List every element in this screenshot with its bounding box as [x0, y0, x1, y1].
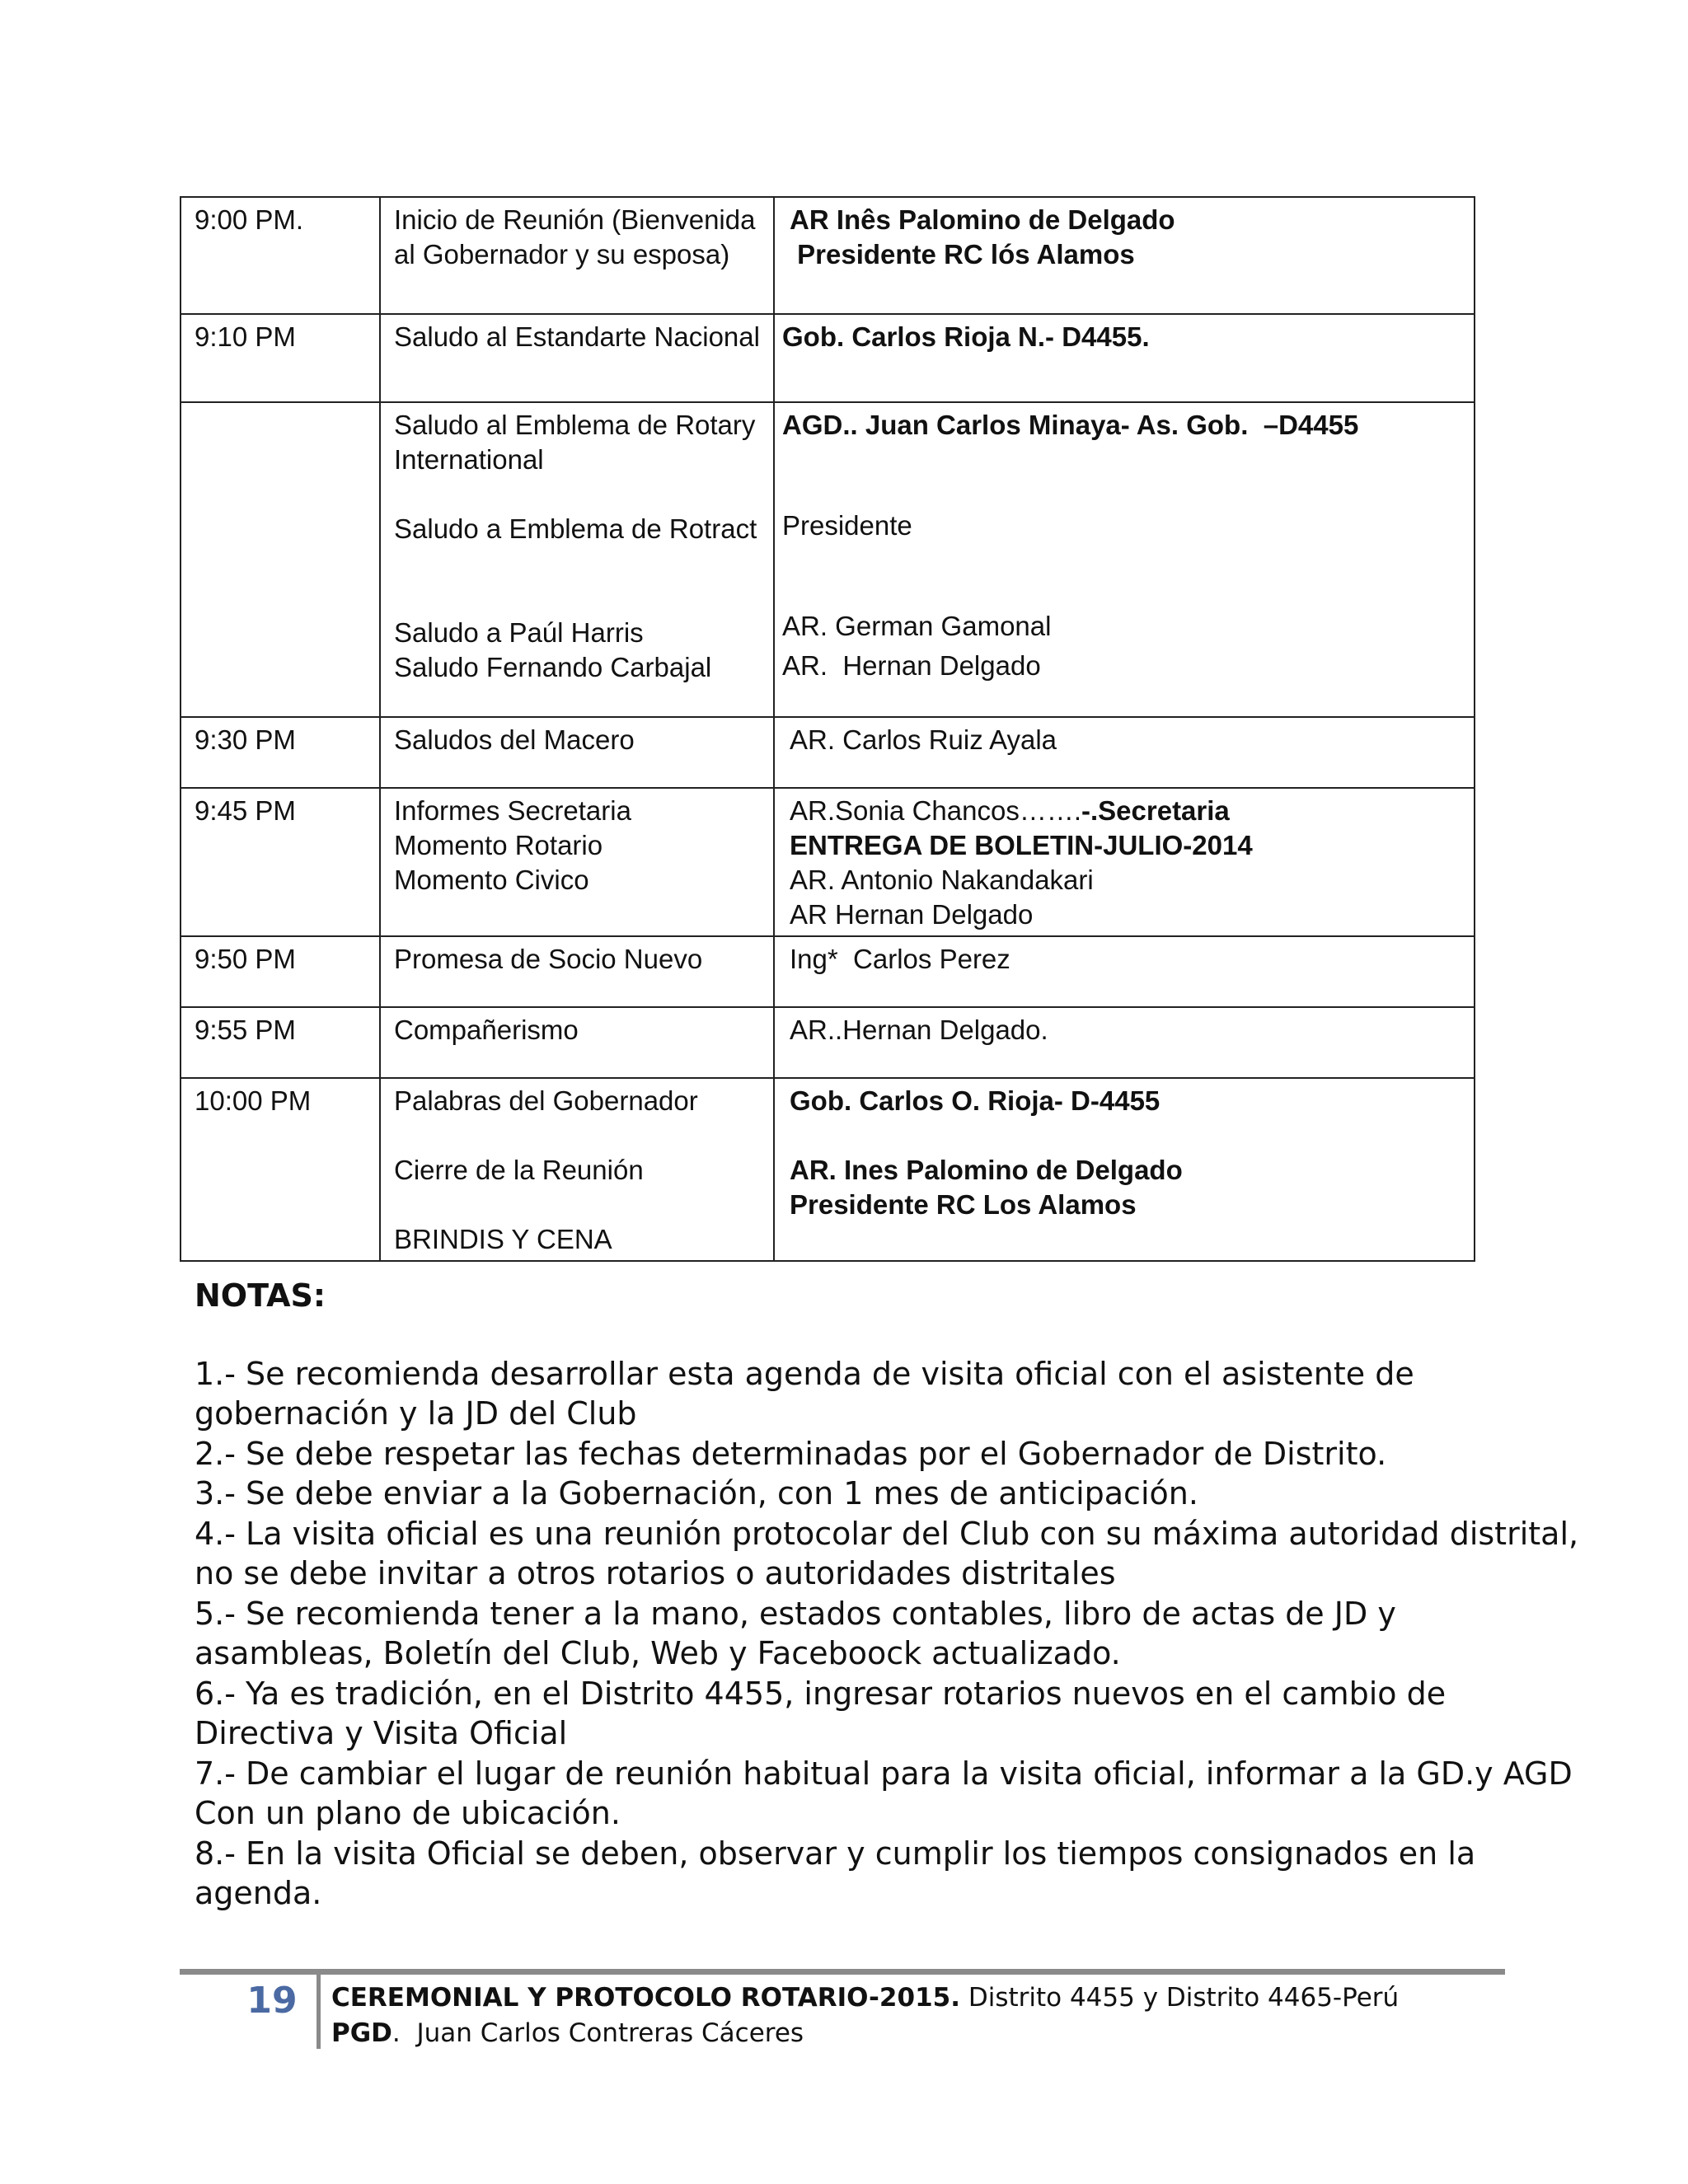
secretary-role: -.Secretaria [1081, 795, 1230, 826]
note-line: no se debe invitar a otros rotarios o autoridades distritales [195, 1555, 1116, 1591]
activity-cell [380, 788, 774, 936]
activity-cell [380, 1007, 774, 1078]
time-cell [181, 1078, 380, 1261]
note-item [195, 1834, 1497, 1914]
time-text: 10:00 PM [195, 1085, 312, 1116]
footer-author-bold: PGD [331, 2018, 392, 2048]
agenda-row [181, 402, 1475, 717]
footer-author-line [331, 2016, 1399, 2051]
note-line: Directiva y Visita Oficial [195, 1715, 568, 1751]
responsible-cell [774, 402, 1475, 717]
notes-list [195, 1354, 1579, 1914]
notes-title: NOTAS: [195, 1277, 326, 1314]
time-cell [181, 314, 380, 402]
time-cell [181, 402, 380, 717]
responsible-line [790, 794, 1461, 828]
time-cell [181, 197, 380, 314]
note-item [195, 1754, 1573, 1834]
activity-line: Informes Secretaria [394, 795, 631, 826]
note-line: 2.- Se debe respetar las fechas determinadas por el Gobernador de Distrito. [195, 1435, 1387, 1472]
responsible-line: AR. Hernan Delgado [782, 650, 1041, 681]
activity-line: al Gobernador y su esposa) [394, 239, 730, 269]
agenda-row [181, 314, 1475, 402]
note-item [195, 1474, 1497, 1514]
responsible-line: AR. Carlos Ruiz Ayala [790, 724, 1057, 755]
footer-divider [316, 1975, 321, 2049]
activity-line: Saludo a Emblema de Rotract [394, 513, 757, 544]
activity-cell [380, 314, 774, 402]
time-cell [181, 1007, 380, 1078]
activity-line: Saludo al Estandarte Nacional [394, 321, 760, 352]
note-line: asambleas, Boletín del Club, Web y Faceboock actualizado. [195, 1635, 1121, 1671]
activity-line: BRINDIS Y CENA [394, 1224, 612, 1254]
activity-line: International [394, 444, 544, 475]
agenda-row [181, 788, 1475, 936]
responsible-cell [774, 1007, 1475, 1078]
footer-title-line [331, 1980, 1399, 2016]
time-cell [181, 788, 380, 936]
note-line: 6.- Ya es tradición, en el Distrito 4455, ingresar rotarios nuevos en el cambio de [195, 1675, 1447, 1712]
responsible-line: Presidente RC lós Alamos [790, 239, 1135, 269]
footer-title-rest: Distrito 4455 y Distrito 4465-Perú [959, 1983, 1400, 2013]
responsible-line: AR..Hernan Delgado. [790, 1015, 1048, 1045]
responsible-cell [774, 717, 1475, 788]
activity-line: Inicio de Reunión (Bienvenida [394, 204, 756, 235]
responsible-line: Gob. Carlos O. Rioja- D-4455 [790, 1085, 1160, 1116]
time-cell [181, 717, 380, 788]
note-item [195, 1434, 1497, 1474]
activity-cell [380, 936, 774, 1007]
footer-title-bold: CEREMONIAL Y PROTOCOLO ROTARIO-2015. [331, 1983, 960, 2013]
note-line: Con un plano de ubicación. [195, 1795, 621, 1831]
responsible-line: Gob. Carlos Rioja N.- D4455. [782, 321, 1150, 352]
activity-line: Momento Rotario [394, 830, 603, 860]
responsible-line: Ing* Carlos Perez [790, 944, 1010, 974]
responsible-cell [774, 788, 1475, 936]
responsible-line: AGD.. Juan Carlos Minaya- As. Gob. –D4455 [782, 410, 1359, 440]
agenda-row [181, 717, 1475, 788]
activity-line: Promesa de Socio Nuevo [394, 944, 703, 974]
note-item [195, 1354, 1497, 1434]
responsible-line: AR Inês Palomino de Delgado [790, 204, 1175, 235]
responsible-line: AR. Ines Palomino de Delgado [790, 1155, 1183, 1185]
footer-author-rest: . Juan Carlos Contreras Cáceres [392, 2018, 804, 2048]
time-text: 9:45 PM [195, 795, 296, 826]
agenda-row [181, 1078, 1475, 1261]
activity-line: Cierre de la Reunión [394, 1155, 644, 1185]
note-line: 5.- Se recomienda tener a la mano, estados contables, libro de actas de JD y [195, 1595, 1396, 1632]
agenda-row [181, 197, 1475, 314]
note-line: 8.- En la visita Oficial se deben, observar y cumplir los tiempos consignados en la [195, 1835, 1476, 1872]
note-line: 7.- De cambiar el lugar de reunión habitual para la visita oficial, informar a la GD.y AGD [195, 1755, 1573, 1792]
time-text: 9:50 PM [195, 944, 296, 974]
footer-text [331, 1980, 1399, 2051]
responsible-line: AR Hernan Delgado [790, 899, 1034, 930]
responsible-cell [774, 314, 1475, 402]
note-item [195, 1674, 1497, 1754]
note-line: agenda. [195, 1875, 322, 1911]
activity-cell [380, 402, 774, 717]
note-item [195, 1514, 1579, 1594]
activity-line: Compañerismo [394, 1015, 579, 1045]
responsible-cell [774, 936, 1475, 1007]
footer-rule [180, 1969, 1505, 1975]
agenda-row [181, 1007, 1475, 1078]
note-line: 1.- Se recomienda desarrollar esta agenda de visita oficial con el asistente de [195, 1355, 1414, 1392]
activity-cell [380, 1078, 774, 1261]
activity-cell [380, 197, 774, 314]
activity-line: Saludos del Macero [394, 724, 635, 755]
activity-line: Saludo al Emblema de Rotary [394, 410, 756, 440]
responsible-line: Presidente RC Los Alamos [790, 1189, 1137, 1220]
activity-line: Palabras del Gobernador [394, 1085, 698, 1116]
responsible-cell [774, 1078, 1475, 1261]
notes-section [195, 1276, 1579, 1914]
responsible-cell [774, 197, 1475, 314]
responsible-line: AR. German Gamonal [782, 611, 1052, 641]
time-text: 9:30 PM [195, 724, 296, 755]
note-line: 3.- Se debe enviar a la Gobernación, con 1 mes de anticipación. [195, 1475, 1198, 1511]
note-line: gobernación y la JD del Club [195, 1395, 637, 1432]
activity-line: Momento Civico [394, 865, 589, 895]
time-cell [181, 936, 380, 1007]
time-text: 9:00 PM. [195, 204, 304, 235]
responsible-line: AR. Antonio Nakandakari [790, 865, 1094, 895]
note-line: 4.- La visita oficial es una reunión protocolar del Club con su máxima autoridad distrital, [195, 1515, 1579, 1552]
time-text: 9:10 PM [195, 321, 296, 352]
note-item [195, 1594, 1497, 1674]
activity-line: Saludo Fernando Carbajal [394, 652, 712, 682]
secretary-name: AR.Sonia Chancos……. [790, 795, 1081, 826]
activity-cell [380, 717, 774, 788]
activity-line: Saludo a Paúl Harris [394, 617, 644, 648]
time-text: 9:55 PM [195, 1015, 296, 1045]
agenda-table [180, 196, 1475, 1262]
agenda-row [181, 936, 1475, 1007]
responsible-line: ENTREGA DE BOLETIN-JULIO-2014 [790, 830, 1253, 860]
responsible-line: Presidente [782, 510, 912, 541]
page-number: 19 [246, 1980, 298, 2022]
